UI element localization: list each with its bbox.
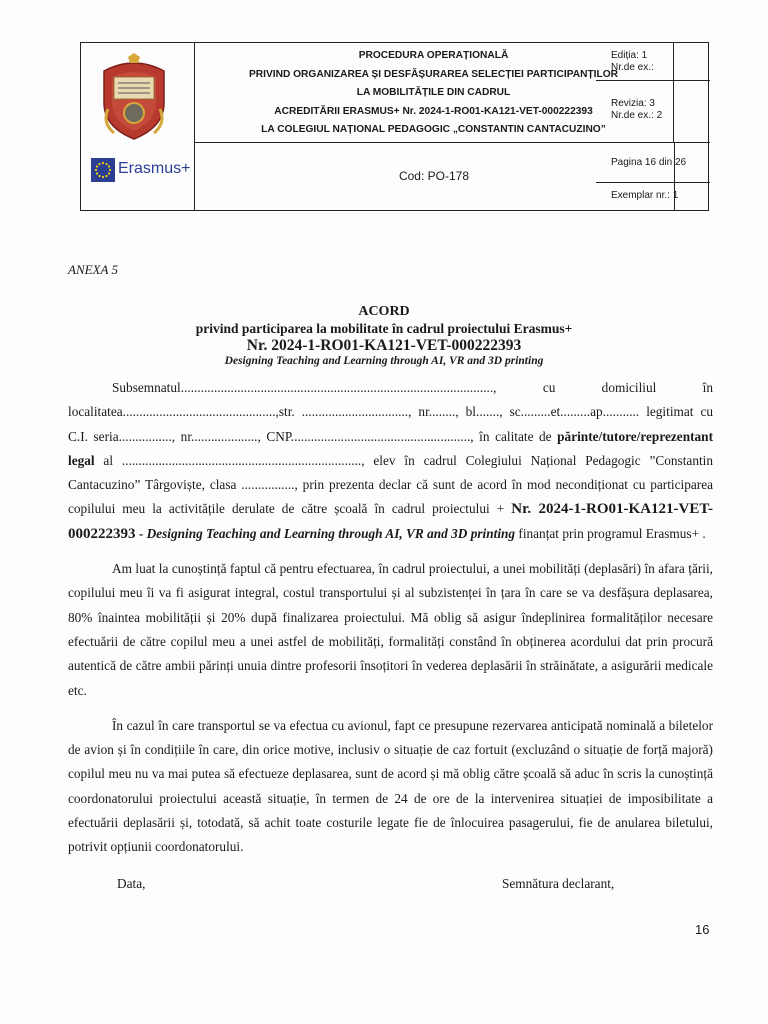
project-name-inline: Designing Teaching and Learning through AI, VR and 3D printing bbox=[146, 525, 516, 541]
title-line: LA MOBILITĂȚILE DIN CADRUL bbox=[356, 87, 511, 99]
flight-paragraph: În cazul în care transportul se va efectua cu avionul, fapt ce presupune rezervarea anticipată nominală a biletelor de avion și în condițiile în care, din orice motive, inclusiv o situație de caz fortuit (excluzând o situație de forță majoră) copilul meu nu va mai putea să efectueze deplasarea, sunt de acord și mă oblig către școală să aduc în scris la cunoștință coordonatorului proiectului această situație, în termen de 24 de ore de la intervenirea situației de imposibilitate a efectuării deplasării și, totodată, să achit toate costurile legate fie de înlocuirea pasagerului, fie de anularea biletului, potrivit opțiunii coordonatorului. bbox=[68, 717, 713, 855]
costs-paragraph: Am luat la cunoștință faptul că pentru efectuarea, în cadrul proiectului, a unei mobilități (deplasări) în afara țării, copilului meu îi va fi asigurat integral, costul transportului și al subzistenței în țara în care se va desfășura deplasarea, 80% înaintea mobilității și 20% după finalizarea proiectului. Mă oblig să asigur îndeplinirea formalităților necesare efectuării de către copilul meu a unei astfel de mobilități, formalități constând în obținerea acordului dat prin procură autentică de către ambii părinți unuia dintre profesorii însoțitori în vederea deplasării în străinătate, a asigurării medicale etc. bbox=[68, 561, 713, 698]
erasmus-label: Erasmus+ bbox=[118, 160, 191, 177]
annex-label: ANEXA 5 bbox=[68, 262, 118, 277]
role-text: părinte/tutore/reprezentant legal bbox=[68, 428, 713, 468]
title-line: PROCEDURA OPERAȚIONALĂ bbox=[358, 50, 509, 61]
declaration-text: al ........................................................................, elev în cadrul Colegiului Național Pedagogic ”Constantin Cantacuzino” Târgoviște, clasa ................, prin prezenta declar că sunt de acord în mod necondiționat cu participarea copilului meu la activitățile derulate de către școală în cadrul proiectului + bbox=[68, 452, 713, 517]
edition-value: Ediția: 1 bbox=[611, 50, 648, 61]
declaration-paragraph bbox=[68, 376, 713, 546]
signature-label: Semnătura declarant, bbox=[502, 876, 615, 891]
school-crest-icon bbox=[98, 53, 170, 141]
separator-text: - bbox=[135, 525, 147, 541]
revision-value: Revizia: 3 bbox=[611, 98, 655, 109]
copies-value: Nr.de ex.: bbox=[611, 62, 654, 73]
document-subtitle: privind participarea la mobilitate în cadrul proiectului Erasmus+ bbox=[195, 321, 573, 336]
page-number: 16 bbox=[695, 922, 710, 937]
project-number: Nr. 2024-1-RO01-KA121-VET-000222393 bbox=[246, 337, 522, 354]
erasmus-logo bbox=[91, 156, 191, 186]
project-name: Designing Teaching and Learning through AI, VR and 3D printing bbox=[224, 355, 544, 367]
agreement-body bbox=[68, 376, 713, 860]
declaration-text: finanțat prin programul Erasmus+ . bbox=[515, 525, 706, 541]
page-cell: Pagina 16 din 26 bbox=[596, 143, 710, 183]
declaration-text: Subsemnatul.............................................................................................., cu domiciliul în localitatea..............................................,str. ................................, nr........, bl......., sc.........et.........ap........... legitimat cu C.I. seria................, nr...................., CNP......................................................, în calitate de bbox=[68, 380, 713, 444]
header-table bbox=[80, 42, 709, 211]
title-line: PRIVIND ORGANIZAREA ȘI DESFĂȘURAREA SELECȚIEI PARTICIPANȚILOR bbox=[248, 68, 619, 80]
edition-cell bbox=[596, 43, 710, 81]
exemplar-cell: Exemplar nr.: 1 bbox=[611, 190, 679, 201]
document-title: ACORD bbox=[358, 304, 410, 319]
title-line: LA COLEGIUL NAȚIONAL PEDAGOGIC „CONSTANTIN CANTACUZINO” bbox=[261, 124, 606, 136]
logo-cell bbox=[81, 43, 195, 210]
revision-cell bbox=[596, 81, 710, 143]
eu-flag-icon bbox=[91, 158, 115, 182]
revision-copies-value: Nr.de ex.: 2 bbox=[611, 110, 663, 121]
procedure-code: Cod: PO-178 bbox=[194, 143, 675, 210]
date-label: Data, bbox=[117, 876, 146, 891]
project-number-inline: Nr. 2024-1-RO01-KA121-VET-000222393 bbox=[68, 501, 713, 542]
title-line: ACREDITĂRII ERASMUS+ Nr. 2024-1-RO01-KA121-VET-000222393 bbox=[274, 105, 593, 117]
